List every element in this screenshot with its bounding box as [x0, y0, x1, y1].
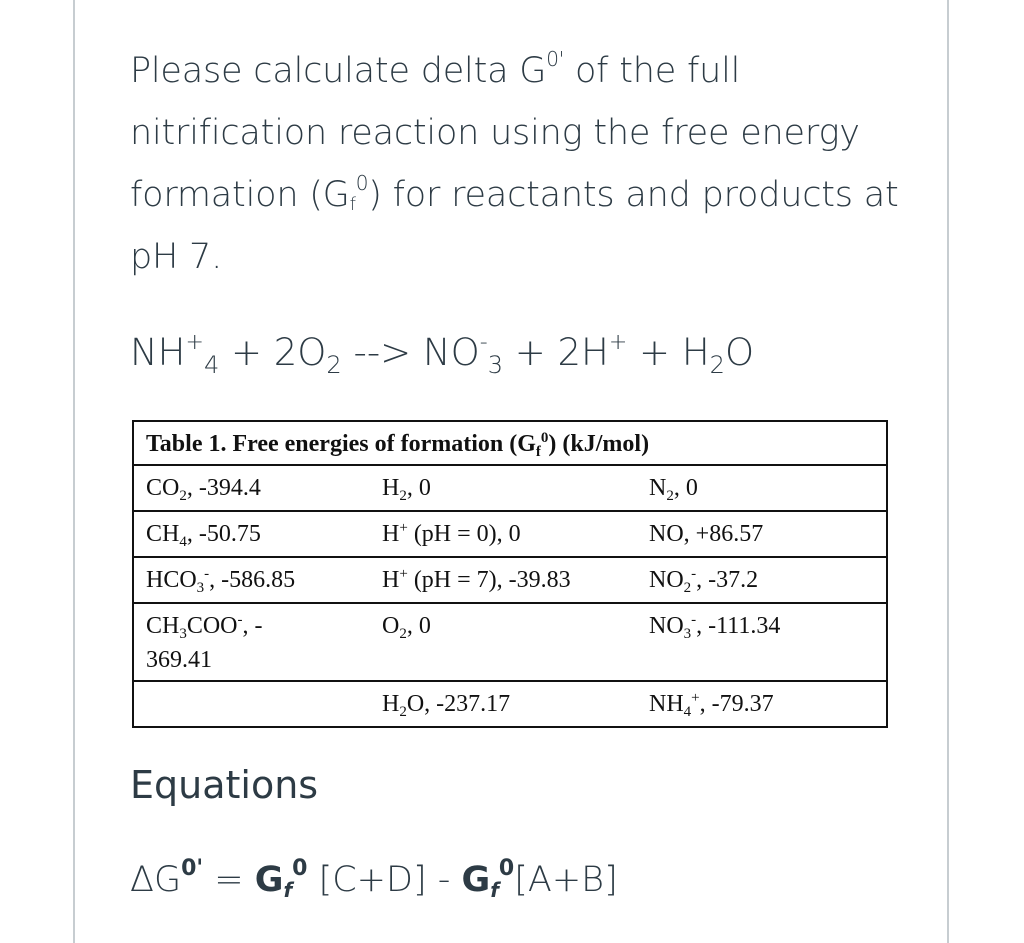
equation-superscript: 0	[292, 856, 308, 881]
table-row	[134, 558, 886, 604]
reaction-subscript: 4	[203, 351, 220, 379]
page-frame-right-border	[947, 0, 949, 943]
reaction-part: NH	[130, 331, 186, 374]
table-cell: $H_2$, 0	[382, 475, 431, 504]
question-subscript: f	[349, 194, 356, 215]
page-frame-left-border	[73, 0, 75, 943]
equation-part: ΔG	[130, 860, 182, 900]
reaction-subscript: 2	[326, 351, 342, 379]
delta-g-equation	[130, 855, 618, 905]
equation-part: [C+D] -	[307, 860, 462, 900]
reaction-part: O	[724, 331, 755, 374]
table-row	[134, 512, 886, 558]
equation-part: G	[461, 860, 491, 900]
reaction-part: + 2O	[219, 331, 327, 374]
table-title-part: Table 1. Free energies of formation (G	[146, 431, 536, 457]
table-cell: $N_2$, 0	[649, 475, 698, 504]
equation-part: =	[203, 860, 255, 900]
table-row	[134, 682, 886, 726]
table-title-superscript: 0	[540, 430, 549, 446]
equation-superscript: 0	[498, 856, 515, 881]
question-text	[130, 40, 910, 288]
table-cell: $CO_2$, -394.4	[146, 475, 261, 504]
equation-part: [A+B]	[514, 860, 618, 900]
equation-subscript: f	[490, 878, 499, 902]
reaction-part: + 2H	[502, 331, 609, 374]
table-cell: H+ (pH = 7), -39.83	[382, 566, 571, 593]
reaction-superscript: +	[185, 330, 204, 355]
equation-part: G	[254, 860, 284, 900]
table-cell: $HCO_3^-$, -586.85	[146, 566, 296, 596]
table-cell: $CH_3COO^-$, - 369.41	[146, 612, 263, 673]
table-cell: $O_2$, 0	[382, 613, 431, 642]
question-text-part: Please calculate delta G	[130, 51, 547, 91]
reaction-superscript: -	[479, 330, 488, 355]
table-cell: $NO_3^-$, -111.34	[649, 612, 781, 642]
reaction-part: --> NO	[341, 331, 480, 374]
nitrification-reaction	[130, 328, 910, 378]
question-superscript: 0'	[546, 47, 565, 71]
table-cell: NO, +86.57	[649, 521, 764, 547]
equations-heading: Equations	[130, 763, 319, 807]
table-title-subscript: f	[535, 444, 541, 460]
question-content	[130, 40, 910, 378]
table-row	[134, 466, 886, 512]
table-cell: $NO_2^-$, -37.2	[649, 566, 759, 596]
table-row	[134, 604, 886, 682]
table-cell: H+ (pH = 0), 0	[382, 520, 521, 547]
equation-superscript: 0'	[181, 856, 204, 881]
table-cell: $CH_4$, -50.75	[146, 521, 261, 550]
equation-subscript: f	[283, 878, 293, 902]
reaction-superscript: +	[608, 330, 628, 355]
reaction-subscript: 3	[487, 351, 503, 379]
question-text-part: of the full nitrification reaction using the free energy formation (G	[130, 51, 860, 215]
question-text-part: ) for reactants and products at pH 7.	[130, 175, 899, 277]
free-energy-table	[132, 420, 888, 728]
table-cell: $H_2O$, -237.17	[382, 691, 511, 720]
question-superscript: 0	[355, 171, 369, 195]
reaction-subscript: 2	[709, 351, 725, 379]
table-title-part: ) (kJ/mol)	[548, 431, 650, 457]
table-cell: $NH_4^+$, -79.37	[649, 690, 774, 720]
reaction-part: + H	[627, 331, 710, 374]
table-title	[134, 422, 886, 466]
